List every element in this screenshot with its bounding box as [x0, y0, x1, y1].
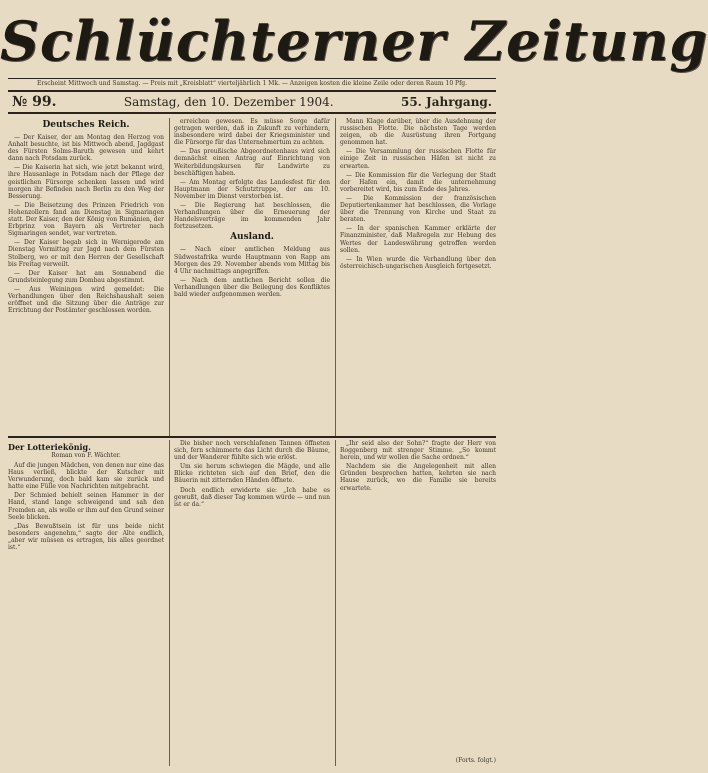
story-paragraph: Der Schmied behielt seinen Hammer in der Hand, stand lange schweigend und sah den Fremden an, als wolle er ihm auf den Grund seiner Seele blicken.	[8, 492, 164, 521]
section-heading: Ausland.	[230, 232, 274, 243]
column-divider	[169, 118, 170, 436]
story-paragraph: „Ihr seid also der Sohn?“ fragte der Herr von Roggenberg mit strenger Stimme. „So kommt herein, und wir wollen die Sache ordnen.“	[340, 440, 496, 462]
story-paragraph: Doch endlich erwiderte sie: „Ich habe es gewußt, daß dieser Tag kommen würde — und nun ist er da.“	[174, 486, 330, 508]
article-paragraph: — Am Montag erfolgte das Landesfest für den Hauptmann der Schutztruppe, der am 10. November im Dienst verstorben ist.	[174, 178, 330, 200]
article-paragraph: erreichen gewesen. Es müsse Sorge dafür getragen werden, daß in Zukunft zu verhindern, insbesondere wird dabei der Kriegsminister und die Fürsorge für das Unternehmertum zu achten.	[174, 118, 330, 147]
feuilleton-title: Der Lotteriekönig.	[8, 442, 91, 452]
feuilleton-column	[340, 440, 496, 766]
column-divider	[335, 440, 336, 766]
article-paragraph: — Der Kaiser hat am Sonnabend die Grundsteinlegung zum Dombau abgestimmt.	[8, 269, 164, 284]
issue-year: 55. Jahrgang.	[400, 95, 492, 109]
article-paragraph: — Die Kaiserin hat sich, wie jetzt bekannt wird, ihre Hausanlage in Potsdam nach der Pflege der geistlichen Fürsorge schenken lassen und wird morgen ihr Befinden nach Berlin zu den Weg der Besserung.	[8, 164, 164, 200]
story-paragraph: Nachdem sie die Angelegenheit mit allen Gründen besprochen hatten, kehrten sie nach Hause zurück, wo die Familie sie bereits erwartete.	[340, 463, 496, 492]
story-paragraph: Um sie herum schwiegen die Mägde, und alle Blicke richteten sich auf den Brief, den die Bäuerin mit zitternden Händen öffnete.	[174, 463, 330, 485]
issue-date: Samstag, den 10. Dezember 1904.	[123, 95, 334, 109]
feuilleton-column	[174, 440, 330, 766]
column-right	[340, 118, 496, 436]
story-paragraph: Die bisher noch verschlafenen Tannen öffneten sich, fern schimmerte das Licht durch die Bäume, und der Wanderer fühlte sich wie erlöst.	[174, 440, 330, 462]
continued-note: (Forts. folgt.)	[455, 757, 496, 764]
article-paragraph: — Die Kommission für die Verlegung der Stadt der Hafen ein, damit die unternehmung vorbereitet wird, bis zum Ende des Jahres.	[340, 171, 496, 193]
article-paragraph: — Nach einer amtlichen Meldung aus Südwestafrika wurde Hauptmann von Rapp am Morgen des 29. November abends vom Mittag bis 4 Uhr nachmittags angegriffen.	[174, 246, 330, 275]
story-paragraph: Auf die jungen Mädchen, von denen nur eine das Haus verließ, blickte der Kutscher mit Verwunderung, doch bald kam sie zurück und hatte eine Fülle von Nachrichten mitgebracht.	[8, 462, 164, 491]
issue-bar	[8, 90, 496, 114]
article-paragraph: — Die Kommission der französischen Deputiertenkammer hat beschlossen, die Vorlage über die Trennung von Kirche und Staat zu beraten.	[340, 194, 496, 224]
feuilleton-subtitle: Roman von F. Wächter.	[51, 452, 121, 459]
article-paragraph: — Die Regierung hat beschlossen, die Verhandlungen über die Erneuerung der Handelsverträge im kommenden Jahr fortzusetzen.	[174, 202, 330, 231]
masthead-title: Schlüchterner Zeitung	[0, 9, 708, 73]
issue-number: № 99.	[12, 94, 57, 110]
article-paragraph: — Nach dem amtlichen Bericht sollen die Verhandlungen über die Beilegung des Konfliktes bald wieder aufgenommen werden.	[174, 276, 330, 298]
feuilleton-column	[8, 440, 164, 766]
column-middle	[174, 118, 330, 436]
section-divider	[8, 436, 496, 438]
section-heading: Deutsches Reich.	[42, 120, 130, 130]
article-paragraph: Mann Klage darüber, über die Ausdehnung der russischen Flotte. Die nächsten Tage werden zeigen, ob die Ausrüstung ihren Fortgang genommen hat.	[340, 118, 496, 147]
column-divider	[169, 440, 170, 766]
column-domestic	[8, 118, 164, 436]
article-paragraph: — In Wien wurde die Verhandlung über den österreichisch-ungarischen Ausgleich fortgesetzt.	[340, 255, 496, 270]
column-divider	[335, 118, 336, 436]
story-paragraph: „Das Bewußtsein ist für uns beide nicht besonders angenehm,“ sagte der Alte endlich, „aber wir müssen es ertragen, bis alles geordnet ist.“	[8, 522, 164, 552]
article-paragraph: — In der spanischen Kammer erklärte der Finanzminister, daß Maßregeln zur Hebung des Wertes der Landeswährung getroffen werden sollen.	[340, 225, 496, 254]
publication-info: Erscheint Mittwoch und Samstag. — Preis mit „Kreisblatt“ vierteljährlich 1 Mk. — Anzeigen kosten die kleine Zeile oder deren Raum 10 Pfg.	[8, 78, 496, 89]
article-paragraph: — Der Kaiser, der am Montag den Herzog von Anhalt besuchte, ist bis Mittwoch abend, Jagdgast des Fürsten Solms-Baruth gewesen und kehrt dann nach Potsdam zurück.	[8, 134, 164, 163]
article-paragraph: — Aus Weiningen wird gemeldet: Die Verhandlungen über den Reichshaushalt seien eröffnet und die Sitzung über die Anträge zur Errichtung der Postämter geschlossen worden.	[8, 285, 164, 315]
article-paragraph: — Das preußische Abgeordnetenhaus wird sich demnächst einen Antrag auf Einrichtung von Weiterbildungskursen für Landwirte zu beschäftigen haben.	[174, 148, 330, 177]
article-paragraph: — Der Kaiser begab sich in Wernigerode am Dienstag Vormittag zur Jagd nach dem Fürsten Stolberg, wo er mit den Herren der Gesellschaft bis Freitag verweilt.	[8, 239, 164, 268]
article-paragraph: — Die Beisetzung des Prinzen Friedrich von Hohenzollern fand am Dienstag in Sigmaringen statt. Der Kaiser, den der König von Rumänien, der Erbprinz von Bayern als Vertreter nach Sigmaringen sendet, war vertreten.	[8, 201, 164, 238]
article-paragraph: — Die Versammlung der russischen Flotte für einige Zeit in russischen Häfen ist nicht zu erwarten.	[340, 148, 496, 170]
